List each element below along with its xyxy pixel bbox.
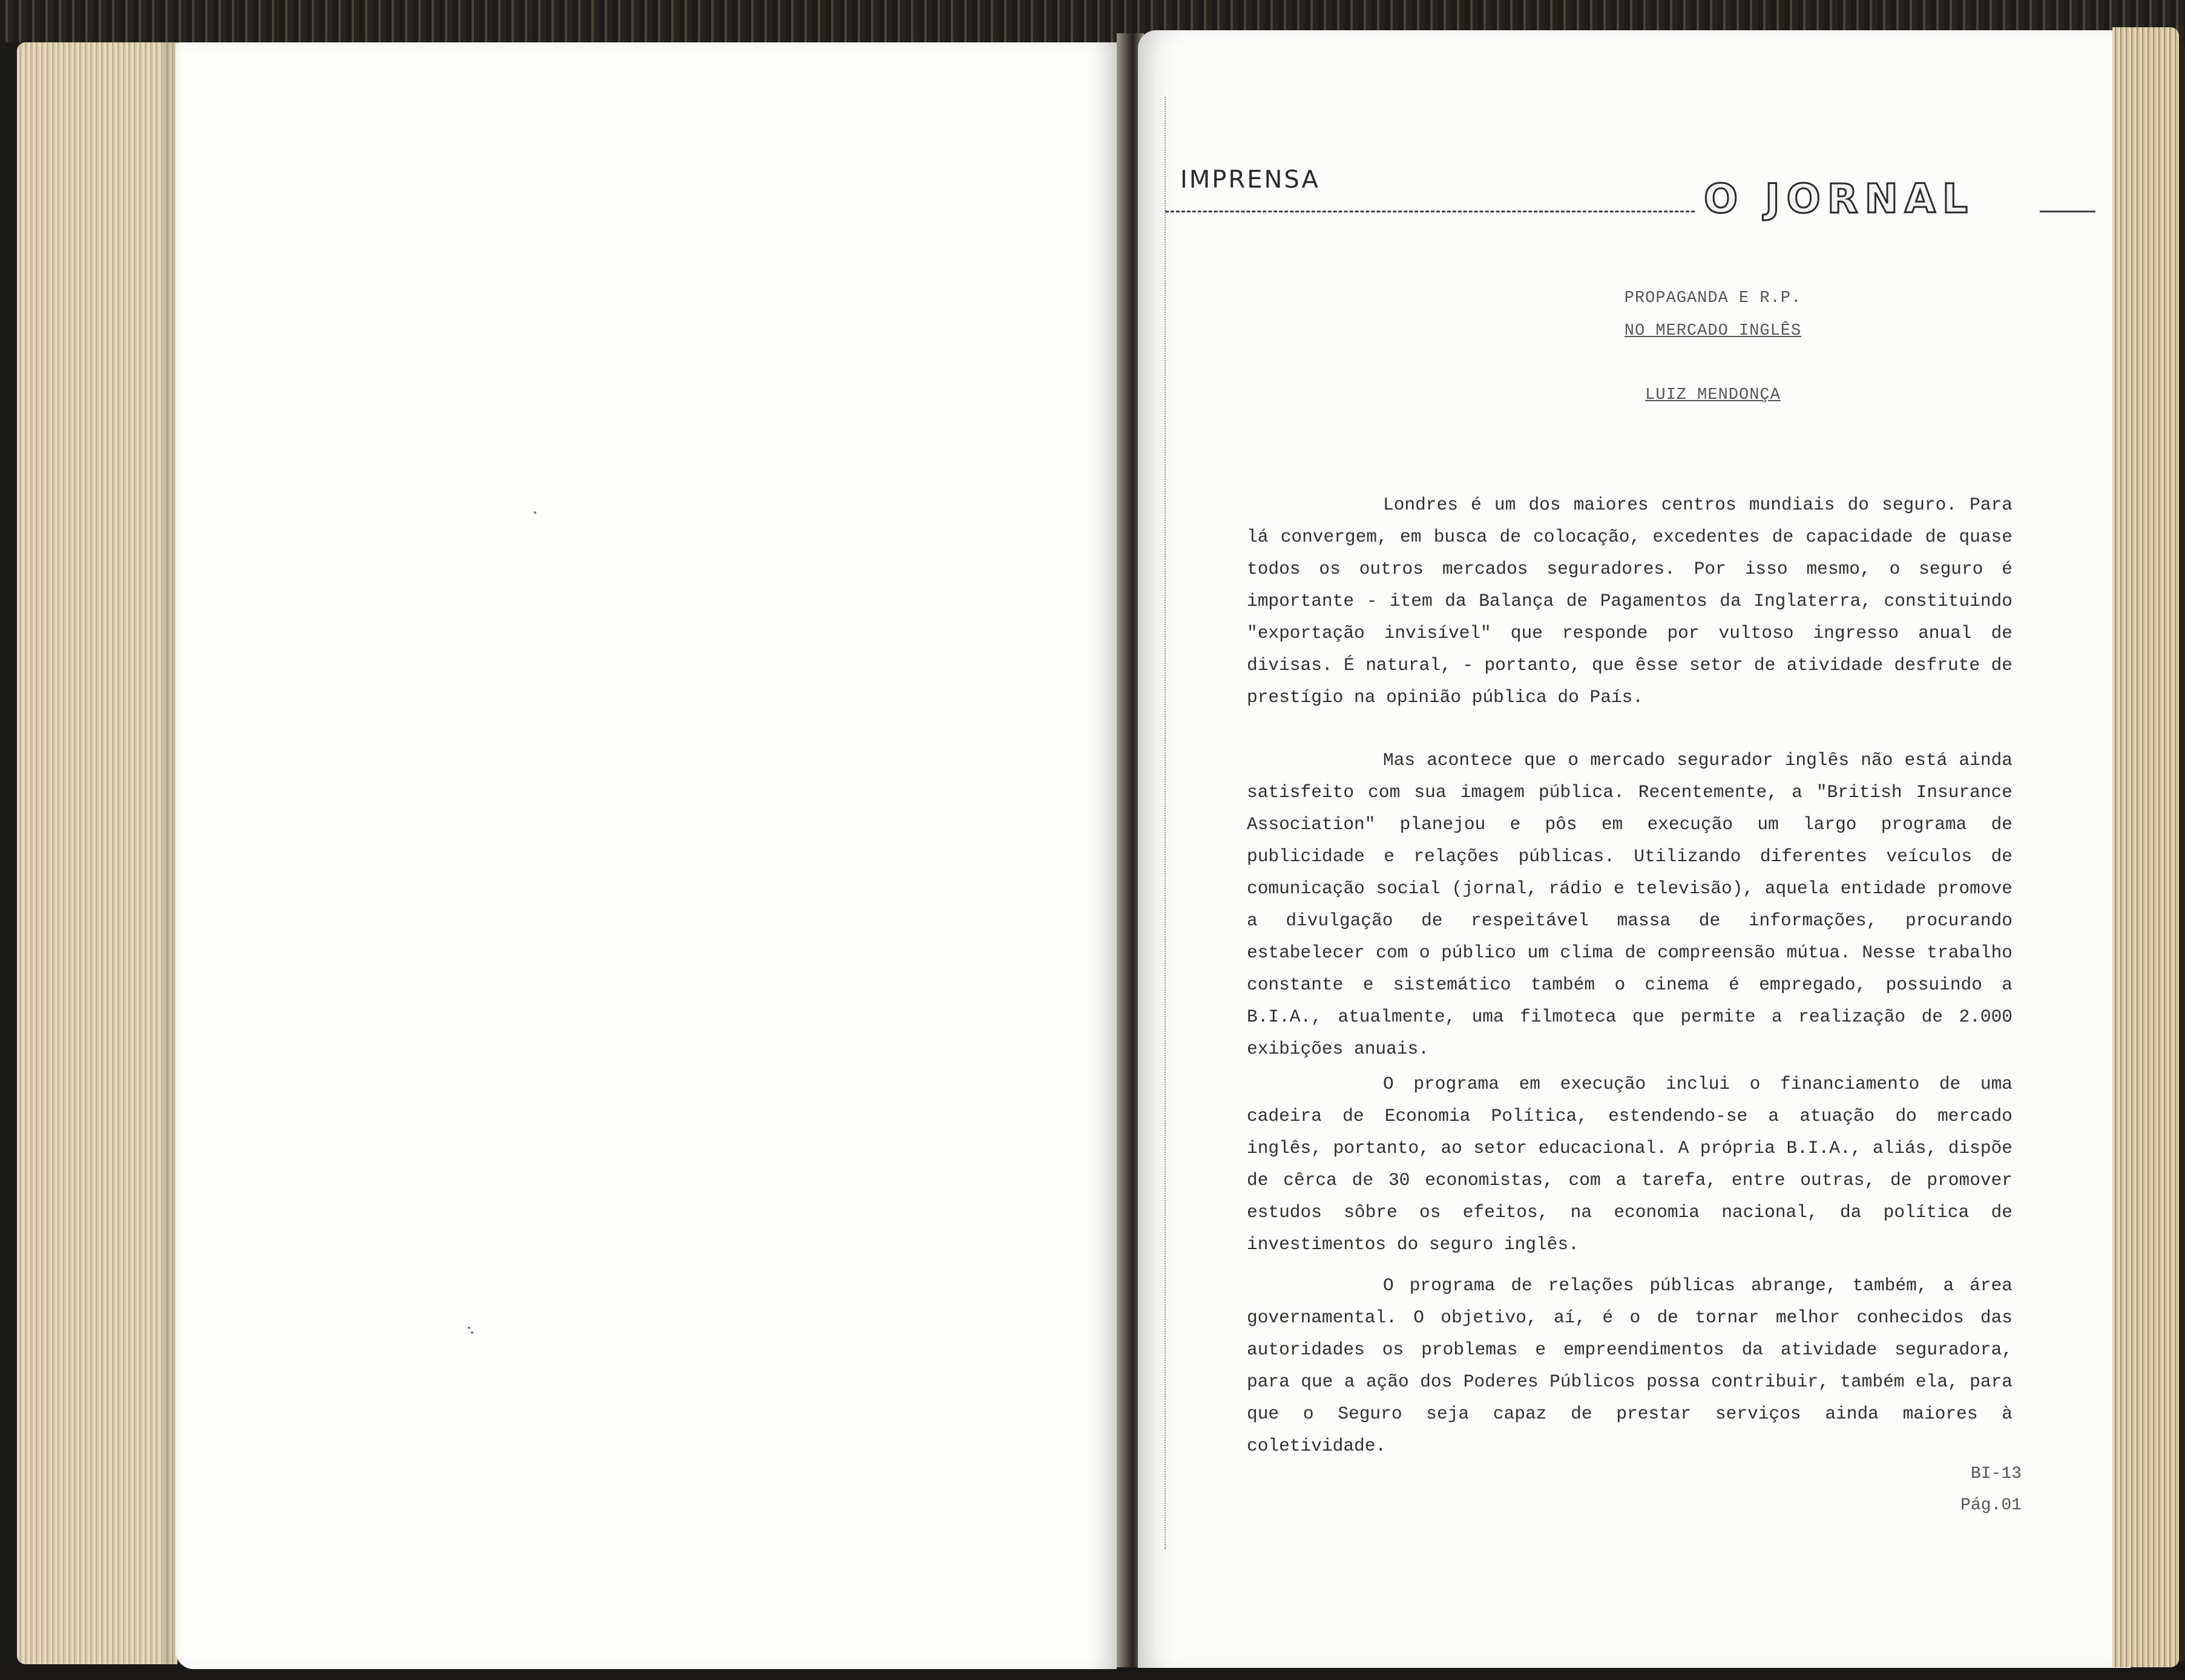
left-page-edges: [17, 42, 177, 1664]
paper-speck: [471, 1331, 473, 1334]
document-code: BI-13: [1970, 1465, 2022, 1483]
article-paragraph: O programa em execução inclui o financiamento de uma cadeira de Economia Política, estendendo-se a atuação do mercado inglês, portanto, ao setor educacional. A própria B.I.A., aliás, dispõe de cêrca de 30 economistas, com a tarefa, entre outras, de promover estudos sôbre os efeitos, na economia nacional, da política de investimentos do seguro inglês.: [1247, 1074, 2012, 1255]
article-author: LUIZ MENDONÇA: [1645, 386, 1781, 404]
article-paragraph: Londres é um dos maiores centros mundiais do seguro. Para lá convergem, em busca de colocação, excedentes de capacidade de quase todos os outros mercados seguradores. Por isso mesmo, o seguro é importante - item da Balança de Pagamentos da Inglaterra, constituindo "exportação invisível" que responde por vultoso ingresso anual de divisas. É natural, - portanto, que êsse setor de atividade desfrute de prestígio na opinião pública do País.: [1247, 494, 2012, 707]
left-page-shadow: [163, 42, 182, 1664]
masthead: O JORNAL: [1704, 176, 1974, 222]
header-rule-end: [2040, 211, 2095, 212]
section-label: IMPRENSA: [1180, 166, 1320, 194]
right-page-edges: [2112, 27, 2179, 1667]
header-rule: [1165, 211, 1695, 212]
paper-speck: [468, 1327, 470, 1329]
article-title-line1: PROPAGANDA E R.P.: [1624, 289, 1802, 307]
page-number: Pág.01: [1960, 1496, 2022, 1515]
article-title-line2: NO MERCADO INGLÊS: [1624, 322, 1802, 340]
article-paragraph: Mas acontece que o mercado segurador inglês não está ainda satisfeito com sua imagem pública. Recentemente, a "British Insurance Association" planejou e pôs em execução um largo programa de publicidade e relações públicas. Utilizando diferentes veículos de comunicação social (jornal, rádio e televisão), aquela entidade promove a divulgação de respeitável massa de informações, procurando estabelecer com o público um clima de compreensão mútua. Nesse trabalho constante e sistemático também o cinema é empregado, possuindo a B.I.A., atualmente, uma filmoteca que permite a realização de 2.000 exibições anuais.: [1247, 750, 2012, 1059]
left-page-blank: [176, 42, 1117, 1669]
article-paragraph: O programa de relações públicas abrange, também, a área governamental. O objetivo, aí, é o de tornar melhor conhecidos das autoridades os problemas e empreendimentos da atividade seguradora, para que a ação dos Poderes Públicos possa contribuir, também ela, para que o Seguro seja capaz de prestar serviços ainda maiores à coletividade.: [1247, 1275, 2012, 1456]
paper-speck: [534, 511, 536, 514]
margin-line: [1165, 97, 1166, 1549]
